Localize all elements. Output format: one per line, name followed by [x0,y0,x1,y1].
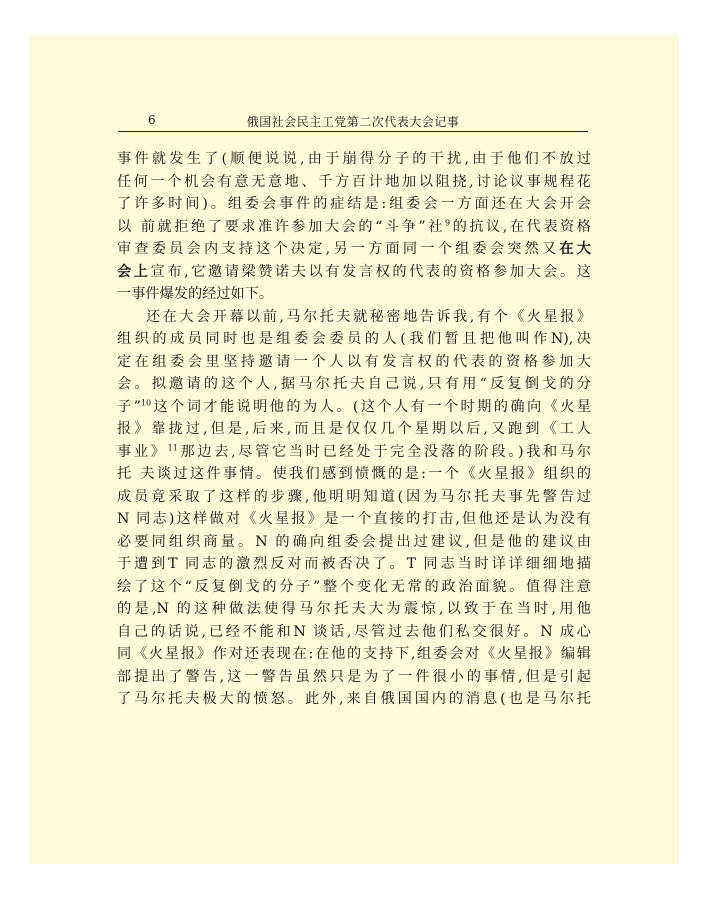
text-line: 事件就发生了(顺便说说,由于崩得分子的干扰,由于他们不放过 [117,151,591,167]
bold-text: 会上 [117,263,151,280]
paragraph-1 [117,148,591,306]
text-segment: 子” [117,398,141,415]
text-line: 绘了这个“反复倒戈的分子”整个变化无常的政治面貌。值得注意 [117,578,591,595]
text-line: 还在大会开幕以前,马尔托夫就秘密地告诉我,有个《火星报》 [146,308,591,325]
text-line: 了马尔托夫极大的愤怒。此外,来自俄国国内的消息(也是马尔托 [117,691,591,707]
text-line: 一事件爆发的经过如下。 [117,286,274,302]
text-segment: 的抗议,在代表资格 [450,218,591,235]
text-line: 会。拟邀请的这个人,据马尔托夫自己说,只有用“反复倒戈的分 [117,376,591,392]
text-line: 必要同组织商量。N 的确向组委会提出过建议,但是他的建议由 [117,533,591,550]
text-segment: 审查委员会内支持这个决定,另一方面同一个组委会突然又 [117,241,560,257]
text-line: 的是,N 的这种做法使得马尔托夫大为震惊,以致于在当时,用他 [117,601,591,617]
text-line: 自己的话说,已经不能和N 谈话,尽管过去他们私交很好。N 成心 [117,623,591,640]
text-line [117,216,591,239]
bold-text: 在大 [559,241,591,257]
text-line: 任何一个机会有意无意地、千方百计地加以阻挠,讨论议事规程花 [117,173,591,190]
note-ref-10: 10 [140,397,152,407]
text-line: 了许多时间)。组委会事件的症结是:组委会一方面还在大会开会 [117,196,591,212]
paragraph-2 [117,306,591,711]
text-line: 部提出了警告,这一警告虽然只是为了一件很小的事情,但是引起 [117,668,591,685]
text-line: N 同志)这样做对《火星报》是一个直接的打击,但他还是认为没有 [117,511,591,527]
text-line: 托 夫谈过这件事情。使我们感到愤慨的是:一个《火星报》组织的 [117,466,591,482]
text-line: 定在组委会里坚持邀请一个人以有发言权的代表的资格参加大 [117,353,591,370]
note-ref-9: 9 [444,217,451,227]
page-number: 6 [148,113,156,127]
text-segment: 宣布,它邀请梁赞诺夫以有发言权的代表的资格参加大会。这 [150,263,591,280]
body-text [117,148,591,711]
text-line: 组织的成员同时也是组委会委员的人(我们暂且把他叫作N),决 [117,331,591,347]
text-line [117,441,591,464]
text-line: 报》靠拢过,但是,后来,而且是仅仅几个星期以后,又跑到《工人 [117,421,591,437]
text-segment: 事业》 [117,443,168,460]
text-line [117,261,591,284]
text-line [117,238,591,261]
text-line: 于遭到T 同志的激烈反对而被否决了。T 同志当时详详细细地描 [117,556,591,572]
page-header [118,113,588,132]
text-line [117,396,591,419]
note-ref-11: 11 [167,442,178,452]
text-segment: 那边去,尽管它当时已经处于完全没落的阶段。)我和马尔 [177,443,591,460]
text-segment: 这个词才能说明他的为人。(这个人有一个时期的确向《火星 [151,398,591,415]
text-segment: 以 前就拒绝了要求准许参加大会的“斗争”社 [117,218,445,235]
text-line: 成员竟采取了这样的步骤,他明明知道(因为马尔托夫事先警告过 [117,488,591,505]
running-title: 俄国社会民主工党第二次代表大会记事 [246,115,460,129]
text-line: 同《火星报》作对还表现在:在他的支持下,组委会对《火星报》编辑 [117,646,591,662]
